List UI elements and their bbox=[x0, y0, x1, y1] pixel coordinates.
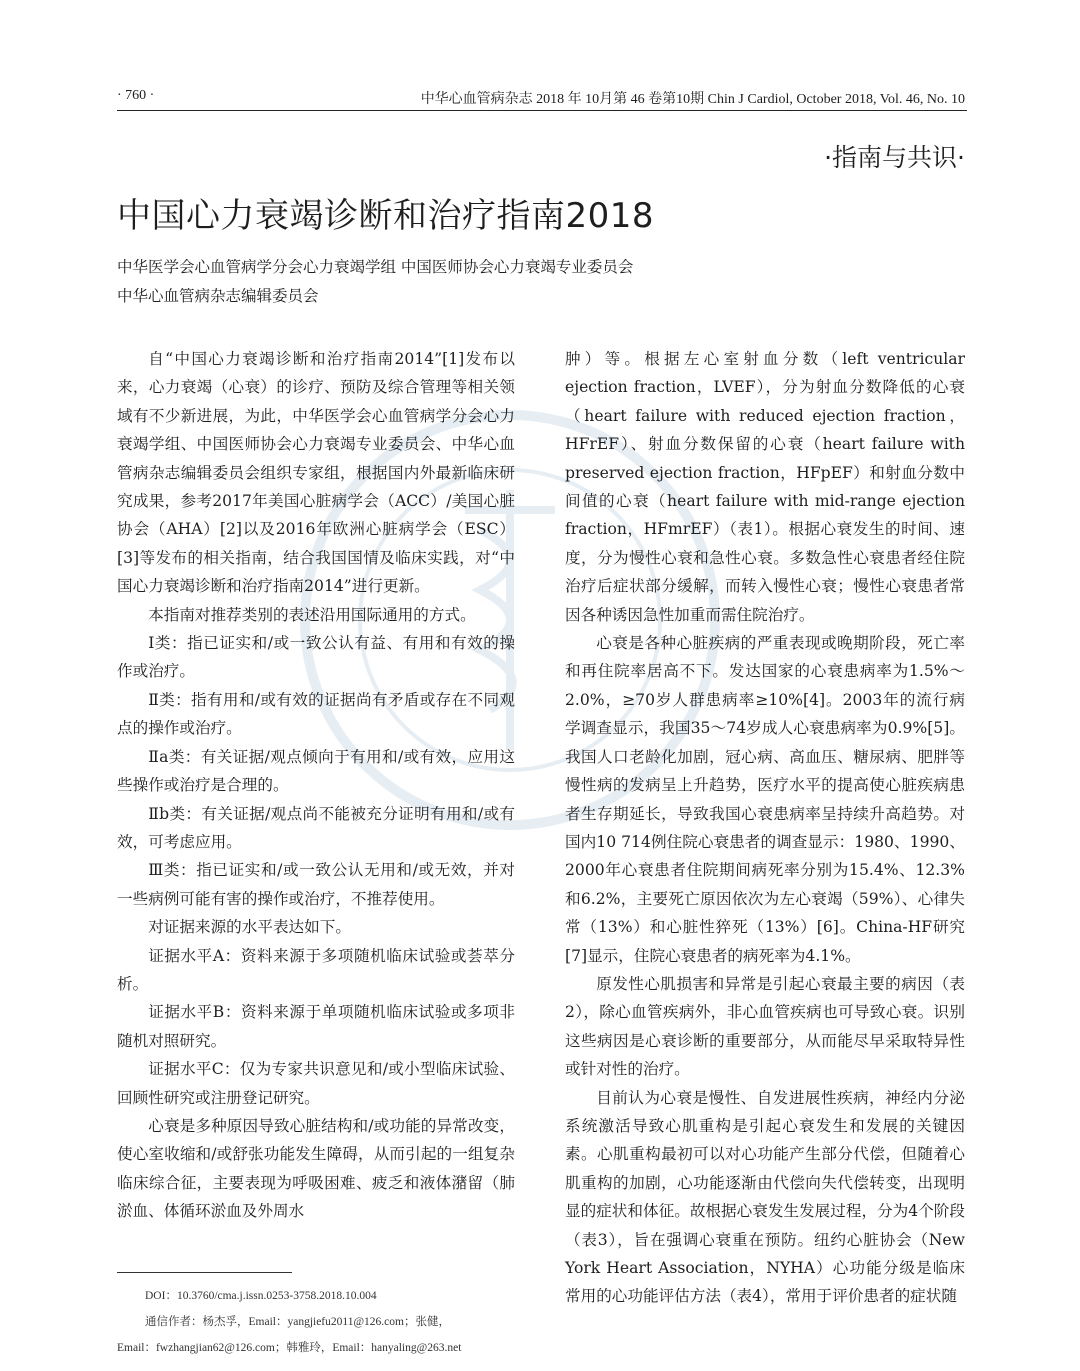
correspondence-line: 通信作者：杨杰孚，Email：yangjiefu2011@126.com；张健， bbox=[145, 1316, 450, 1328]
paragraph: Ⅲ类：指已证实和/或一致公认无用和/或无效，并对一些病例可能有害的操作或治疗，不推荐使用。 bbox=[117, 861, 515, 908]
paragraph: 原发性心肌损害和异常是引起心衰最主要的病因（表2），除心血管疾病外，非心血管疾病也可导致心衰。识别这些病因是心衰诊断的重要部分，从而能尽早采取特异性或针对性的治疗。 bbox=[565, 974, 965, 1079]
paragraph: 自“中国心力衰竭诊断和治疗指南2014”[1]发布以来，心力衰竭（心衰）的诊疗、预防及综合管理等相关领域有不少新进展，为此，中华医学会心血管病学分会心力衰竭学组、中国医师协会心力衰竭专业委员会、中华心血管病杂志编辑委员会组织专家组，根据国内外最新临床研究成果，参考2017年美国心脏病学会（ACC）/美国心脏协会（AHA）[2]以及2016年欧洲心脏病学会（ESC）[3]等发布的相关指南，结合我国国情及临床实践，对“中国心力衰竭诊断和治疗指南2014”进行更新。 bbox=[117, 350, 515, 596]
author-line: 中华心血管病杂志编辑委员会 bbox=[117, 287, 319, 305]
paragraph: Ⅱa类：有关证据/观点倾向于有用和/或有效，应用这些操作或治疗是合理的。 bbox=[117, 747, 515, 795]
author-groups bbox=[117, 253, 817, 311]
correspondence-line: Email：fwzhangjian62@126.com；韩雅玲，Email：hanyaling@263.net bbox=[117, 1342, 462, 1354]
paragraph: 目前认为心衰是慢性、自发进展性疾病，神经内分泌系统激活导致心肌重构是引起心衰发生和发展的关键因素。心肌重构最初可以对心功能产生部分代偿，但随着心肌重构的加剧，心功能逐渐由代偿向失代偿转变，出现明显的症状和体征。故根据心衰发生发展过程，分为4个阶段（表3），旨在强调心衰重在预防。纽约心脏协会（New York Heart Association，NYHA）心功能分级是临床常用的心功能评估方法（表4），常用于评价患者的症状随 bbox=[565, 1088, 965, 1306]
paragraph: 证据水平C：仅为专家共识意见和/或小型临床试验、回顾性研究或注册登记研究。 bbox=[117, 1060, 515, 1107]
footnotes bbox=[117, 1283, 517, 1361]
paragraph: Ⅱb类：有关证据/观点尚不能被充分证明有用和/或有效，可考虑应用。 bbox=[117, 804, 515, 851]
paragraph: 对证据来源的水平表达如下。 bbox=[148, 918, 351, 937]
left-column bbox=[117, 345, 515, 1226]
author-line: 中华医学会心血管病学分会心力衰竭学组 中国医师协会心力衰竭专业委员会 bbox=[117, 258, 634, 276]
doi-line: DOI：10.3760/cma.j.issn.0253-3758.2018.10.004 bbox=[145, 1290, 377, 1302]
paragraph: Ⅱ类：指有用和/或有效的证据尚有矛盾或存在不同观点的操作或治疗。 bbox=[117, 690, 515, 738]
page-number: · 760 · bbox=[117, 88, 155, 103]
paragraph: 肿）等。根据左心室射血分数（left ventricular ejection fraction，LVEF），分为射血分数降低的心衰（heart failure with reduced ejection fraction，HFrEF）、射血分数保留的心衰（heart failure with preserved ejection fraction，HFpEF）和射血分数中间值的心衰（heart failure with mid-range ejection fraction，HFmrEF）（表1）。根据心衰发生的时间、速度，分为慢性心衰和急性心衰。多数急性心衰患者经住院治疗后症状部分缓解，而转入慢性心衰；慢性心衰患者常因各种诱因急性加重而需住院治疗。 bbox=[565, 350, 965, 624]
paragraph: 心衰是各种心脏疾病的严重表现或晚期阶段，死亡率和再住院率居高不下。发达国家的心衰患病率为1.5%～2.0%，≥70岁人群患病率≥10%[4]。2003年的流行病学调查显示，我国35～74岁成人心衰患病率为0.9%[5]。我国人口老龄化加剧，冠心病、高血压、糖尿病、肥胖等慢性病的发病呈上升趋势，医疗水平的提高使心脏疾病患者生存期延长，导致我国心衰患病率呈持续升高趋势。对国内10 714例住院心衰患者的调查显示：1980、1990、2000年心衰患者住院期间病死率分别为15.4%、12.3%和6.2%，主要死亡原因依次为左心衰竭（59%）、心律失常（13%）和心脏性猝死（13%）[6]。China-HF研究[7]显示，住院心衰患者的病死率为4.1%。 bbox=[565, 634, 965, 965]
journal-running-header: 中华心血管病杂志 2018 年 10月第 46 卷第10期 Chin J Cardiol, October 2018, Vol. 46, No. 10 bbox=[420, 92, 965, 107]
footnote-rule bbox=[117, 1272, 292, 1273]
paragraph: 证据水平B：资料来源于单项随机临床试验或多项非随机对照研究。 bbox=[117, 1003, 515, 1050]
right-column bbox=[565, 345, 965, 1311]
article-title: 中国心力衰竭诊断和治疗指南2018 bbox=[117, 196, 655, 236]
paragraph: 心衰是多种原因导致心脏结构和/或功能的异常改变，使心室收缩和/或舒张功能发生障碍，从而引起的一组复杂临床综合征，主要表现为呼吸困难、疲乏和液体潴留（肺淤血、体循环淤血及外周水 bbox=[117, 1116, 515, 1221]
section-tag: ·指南与共识· bbox=[824, 143, 965, 172]
paragraph: 本指南对推荐类别的表述沿用国际通用的方式。 bbox=[148, 605, 476, 624]
header-rule bbox=[117, 110, 967, 111]
paragraph: Ⅰ类：指已证实和/或一致公认有益、有用和有效的操作或治疗。 bbox=[117, 634, 515, 681]
paragraph: 证据水平A：资料来源于多项随机临床试验或荟萃分析。 bbox=[117, 946, 515, 993]
